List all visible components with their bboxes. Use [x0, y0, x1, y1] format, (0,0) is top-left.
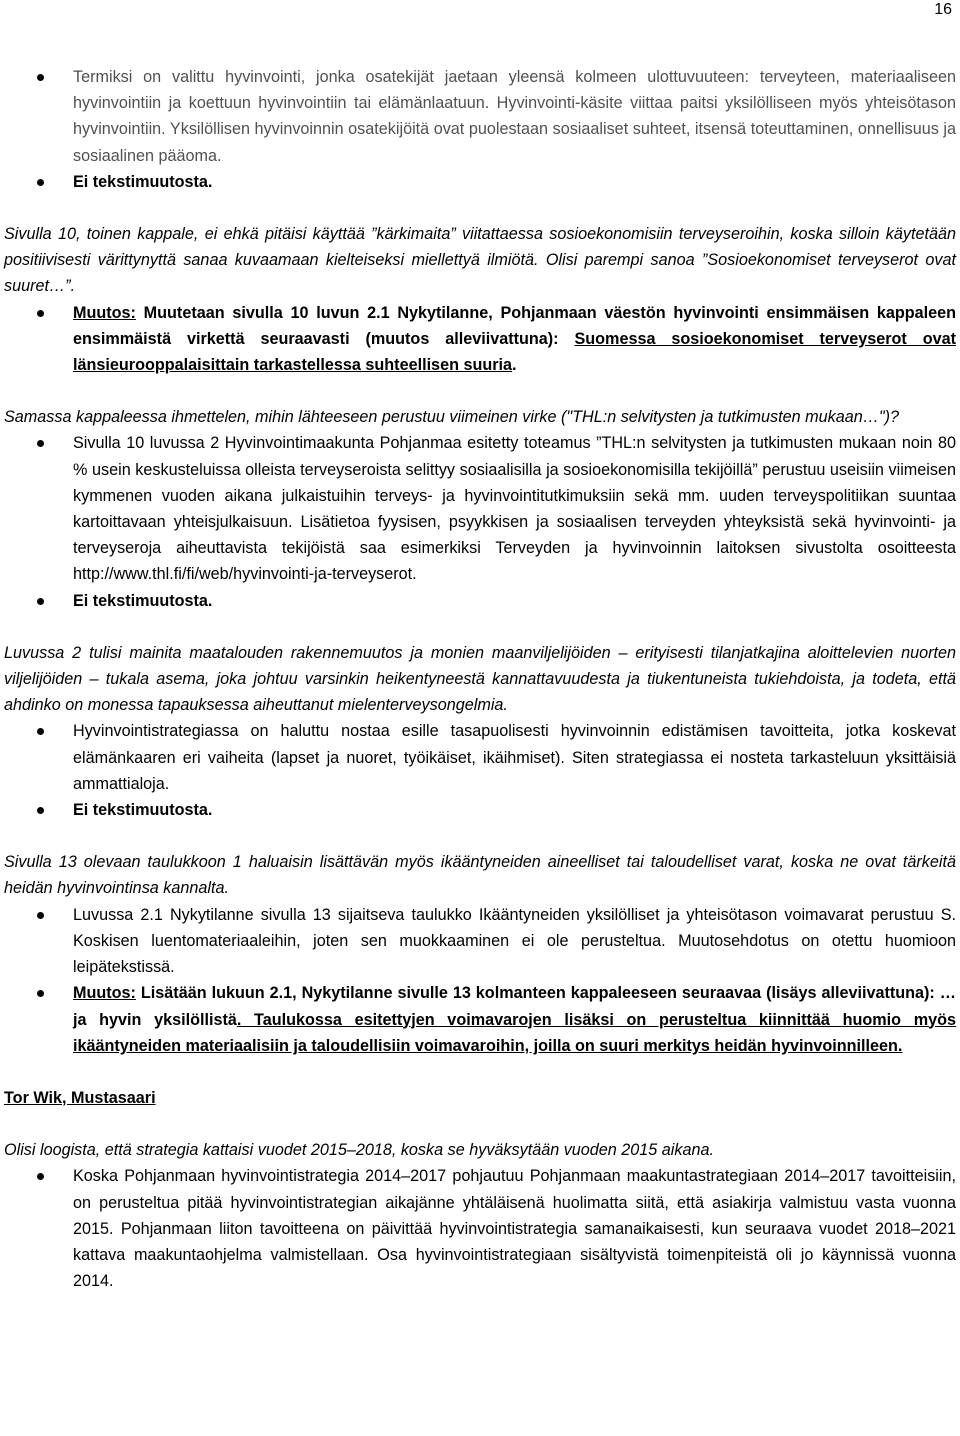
response-list-3 — [4, 430, 956, 613]
response-list-5 — [4, 902, 956, 1059]
list-item: Ei tekstimuutosta. — [4, 169, 956, 195]
comment-paragraph: Samassa kappaleessa ihmettelen, mihin lähteeseen perustuu viimeinen virke ("THL:n selvitysten ja tutkimusten mukaan…")? — [4, 408, 900, 427]
comment-paragraph: Luvussa 2 tulisi mainita maatalouden rakennemuutos ja monien maanviljelijöiden – erityisesti tilanjatkajina aloittelevien nuorten viljelijöiden – tukala asema, joka johtuu varsinkin heikentyneestä kannattavuudesta ja tiukentuneista tukiehdoista, ja todeta, että ahdinko on monessa tapauksessa aiheuttanut mielenterveysongelmia. — [4, 643, 956, 715]
document-body — [4, 64, 956, 1294]
change-label: Muutos: — [73, 303, 136, 322]
list-item: Hyvinvointistrategiassa on haluttu nostaa esille tasapuolisesti hyvinvoinnin edistämisen tavoitteita, jotka koskevat elämänkaaren eri vaiheita (lapset ja nuoret, työikäiset, ikäihmiset). Siten strategiassa ei nosteta tarkasteluun yksittäisiä ammattialoja. — [4, 718, 956, 797]
list-item: Luvussa 2.1 Nykytilanne sivulla 13 sijaitseva taulukko Ikääntyneiden yksilölliset ja yhteisötason voimavarat perustuu S. Koskisen luentomateriaaleihin, joten sen muokkaaminen ei ole perusteltua. Muutosehdotus on otettu huomioon leipätekstissä. — [4, 902, 956, 981]
response-list-2 — [4, 300, 956, 379]
comment-paragraph: Sivulla 10, toinen kappale, ei ehkä pitäisi käyttää ”kärkimaita” viitattaessa sosioekonomisiin terveyseroihin, koska silloin käytetään positiivisesti värittynyttä sanaa kuvaamaan kielteiseksi miellettyä ilmiötä. Olisi parempi sanoa ”Sosioekonomiset terveyserot ovat suuret…”. — [4, 225, 956, 296]
comment-paragraph: Olisi loogista, että strategia kattaisi vuodet 2015–2018, koska se hyväksytään vuoden 2015 aikana. — [4, 1141, 715, 1160]
response-list-6 — [4, 1163, 956, 1294]
list-item: Ei tekstimuutosta. — [4, 797, 956, 823]
page-number: 16 — [934, 1, 952, 18]
author-heading: Tor Wik, Mustasaari — [4, 1088, 156, 1107]
list-item: Koska Pohjanmaan hyvinvointistrategia 2014–2017 pohjautuu Pohjanmaan maakuntastrategiaan 2014–2017 tavoitteisiin, on perusteltua pitää hyvinvointistrategian aikajänne yhtäläisenä huolimatta siitä, että asiakirja valmistuu vasta vuonna 2015. Pohjanmaan liiton tavoitteena on päivittää hyvinvointistrategia samanaikaisesti, kun seuraava vuodet 2018–2021 kattava maakuntaohjelma valmistellaan. Osa hyvinvointistrategiaan sisältyvistä toimenpiteistä oli jo käynnissä vuonna 2014. — [4, 1163, 956, 1294]
change-underlined: Suomessa sosioekonomiset terveyserot ovat länsieurooppalaisittain tarkastellessa suhteellisen suuria — [73, 329, 956, 375]
response-list-1 — [4, 64, 956, 195]
comment-paragraph: Sivulla 13 olevaan taulukkoon 1 haluaisin lisättävän myös ikääntyneiden aineelliset tai taloudelliset varat, koska ne ovat tärkeitä heidän hyvinvointinsa kannalta. — [4, 853, 956, 898]
list-item: Ei tekstimuutosta. — [4, 588, 956, 614]
change-end: . — [512, 356, 517, 375]
change-text: Muutetaan sivulla 10 luvun 2.1 Nykytilanne, Pohjanmaan väestön hyvinvointi ensimmäisen kappaleen ensimmäistä virkettä seuraavasti (muutos alleviivattuna): — [73, 303, 956, 348]
change-text: Lisätään lukuun 2.1, Nykytilanne sivulle 13 kolmanteen kappaleeseen seuraavaa (lisäys alleviivattuna): … ja hyvin yksilöllistä — [73, 984, 956, 1029]
list-item — [4, 980, 956, 1059]
response-list-4 — [4, 718, 956, 823]
list-item: Sivulla 10 luvussa 2 Hyvinvointimaakunta Pohjanmaa esitetty toteamus ”THL:n selvitysten ja tutkimusten mukaan noin 80 % usein keskusteluissa olleista terveyseroista selittyy sosiaalisilla ja sosioekonomisilla tekijöillä” perustuu useisiin viimeisen kymmenen vuoden aikana julkaistuihin terveys- ja hyvinvointitutkimuksiin sekä mm. uuden terveyspolitiikan suuntaa kartoittavaan yhteisjulkaisuun. Lisätietoa fyysisen, psyykkisen ja sosiaalisen terveyden yhteyksistä sekä hyvinvointi- ja terveyseroja aiheuttavista tekijöistä saa esimerkiksi Terveyden ja hyvinvoinnin laitoksen sivustolta osoitteesta http://www.thl.fi/fi/web/hyvinvointi-ja-terveyserot. — [4, 430, 956, 587]
list-item: Termiksi on valittu hyvinvointi, jonka osatekijät jaetaan yleensä kolmeen ulottuvuuteen: terveyteen, materiaaliseen hyvinvointiin ja koettuun hyvinvointiin tai elämänlaatuun. Hyvinvointi-käsite viittaa paitsi yksilölliseen myös yhteisötason hyvinvointiin. Yksilöllisen hyvinvoinnin osatekijöitä ovat puolestaan sosiaaliset suhteet, itsensä toteuttaminen, onnellisuus ja sosiaalinen pääoma. — [4, 64, 956, 169]
change-underlined: . Taulukossa esitettyjen voimavarojen lisäksi on perusteltua kiinnittää huomio myös ikääntyneiden materiaalisiin ja taloudellisiin voimavaroihin, joilla on suuri merkitys heidän hyvinvoinnilleen. — [73, 1010, 956, 1055]
change-label: Muutos: — [73, 984, 136, 1003]
list-item — [4, 300, 956, 379]
